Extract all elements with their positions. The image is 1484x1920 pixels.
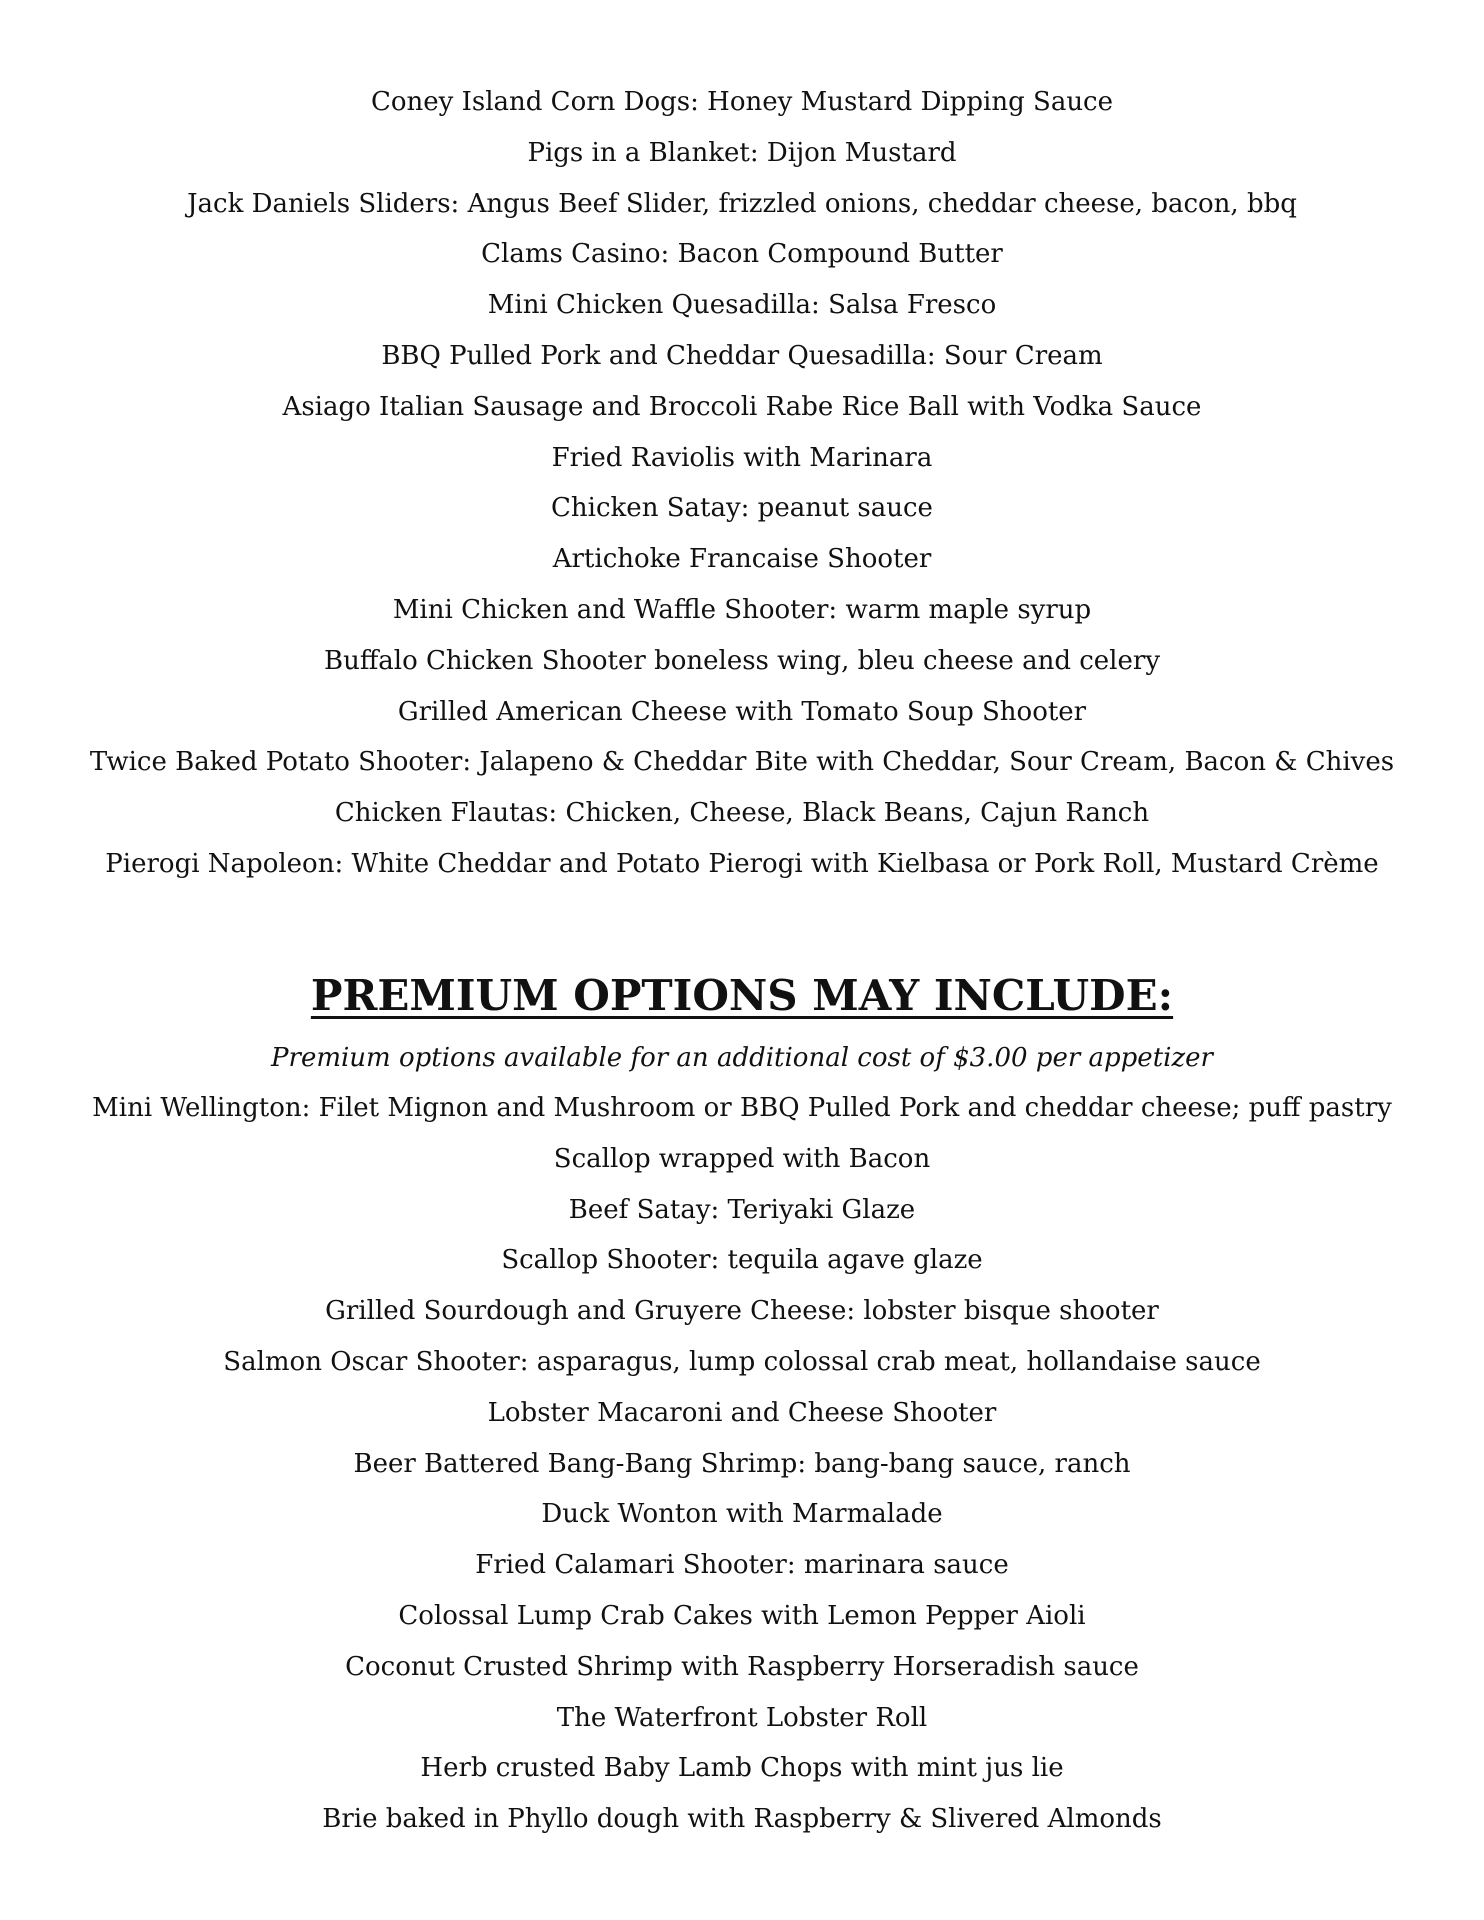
menu-item: Pierogi Napoleon: White Cheddar and Potato Pierogi with Kielbasa or Pork Roll, Mustard Crème [105, 848, 1379, 879]
menu-item: Clams Casino: Bacon Compound Butter [481, 239, 1003, 270]
premium-item: Herb crusted Baby Lamb Chops with mint jus lie [420, 1753, 1064, 1784]
premium-item: Beer Battered Bang-Bang Shrimp: bang-bang sauce, ranch [353, 1448, 1131, 1479]
menu-item: Mini Chicken Quesadilla: Salsa Fresco [487, 290, 997, 321]
premium-item: Beef Satay: Teriyaki Glaze [568, 1194, 916, 1225]
menu-item: Pigs in a Blanket: Dijon Mustard [527, 137, 957, 168]
premium-heading: PREMIUM OPTIONS MAY INCLUDE: [310, 971, 1174, 1020]
menu-item: Jack Daniels Sliders: Angus Beef Slider, frizzled onions, cheddar cheese, bacon, bbq [187, 188, 1297, 219]
premium-item: Salmon Oscar Shooter: asparagus, lump colossal crab meat, hollandaise sauce [223, 1346, 1261, 1377]
premium-note: Premium options available for an additional cost of $3.00 per appetizer [271, 1043, 1213, 1073]
premium-item: The Waterfront Lobster Roll [556, 1702, 928, 1733]
premium-list [0, 1088, 1484, 1850]
premium-item: Mini Wellington: Filet Mignon and Mushroom or BBQ Pulled Pork and cheddar cheese; puff pastry [92, 1093, 1392, 1123]
appetizer-list [0, 82, 1484, 895]
premium-item: Fried Calamari Shooter: marinara sauce [475, 1550, 1009, 1581]
menu-item: Asiago Italian Sausage and Broccoli Rabe Rice Ball with Vodka Sauce [282, 391, 1202, 422]
menu-item: Coney Island Corn Dogs: Honey Mustard Dipping Sauce [370, 87, 1114, 117]
premium-item: Grilled Sourdough and Gruyere Cheese: lobster bisque shooter [325, 1296, 1159, 1327]
premium-item: Coconut Crusted Shrimp with Raspberry Horseradish sauce [345, 1651, 1139, 1682]
menu-item: Chicken Satay: peanut sauce [551, 493, 933, 524]
menu-item: Twice Baked Potato Shooter: Jalapeno & Cheddar Bite with Cheddar, Sour Cream, Bacon & Chives [89, 747, 1395, 778]
premium-item: Scallop wrapped with Bacon [553, 1143, 931, 1174]
menu-item: Fried Raviolis with Marinara [551, 442, 933, 473]
menu-item: Mini Chicken and Waffle Shooter: warm maple syrup [392, 594, 1092, 625]
premium-item: Duck Wonton with Marmalade [541, 1499, 943, 1530]
premium-item: Colossal Lump Crab Cakes with Lemon Pepper Aioli [398, 1600, 1086, 1631]
menu-item: Artichoke Francaise Shooter [552, 544, 932, 575]
premium-item: Lobster Macaroni and Cheese Shooter [487, 1397, 997, 1428]
menu-item: Buffalo Chicken Shooter boneless wing, bleu cheese and celery [323, 645, 1161, 676]
menu-item: Grilled American Cheese with Tomato Soup Shooter [397, 696, 1087, 727]
premium-item: Brie baked in Phyllo dough with Raspberry & Slivered Almonds [322, 1804, 1162, 1835]
menu-item: Chicken Flautas: Chicken, Cheese, Black Beans, Cajun Ranch [334, 798, 1150, 829]
premium-item: Scallop Shooter: tequila agave glaze [501, 1245, 983, 1276]
menu-item: BBQ Pulled Pork and Cheddar Quesadilla: Sour Cream [381, 340, 1103, 371]
